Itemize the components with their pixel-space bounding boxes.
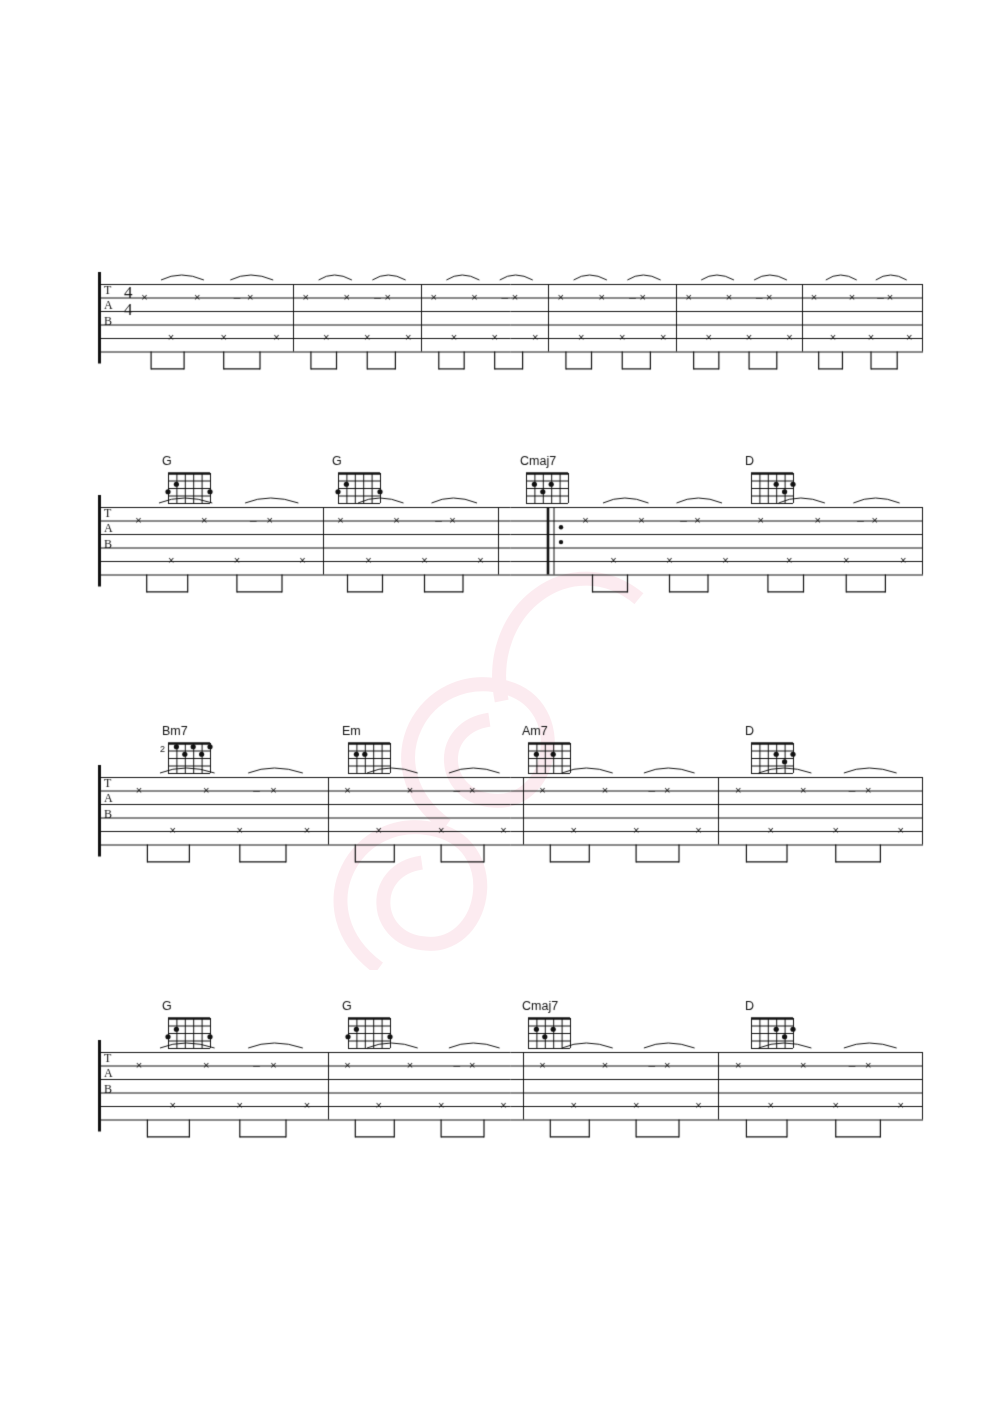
chord-diagram-cmaj7 [518, 455, 576, 526]
qr-code-wechat-id[interactable] [68, 4, 208, 144]
chord-diagram-g [330, 455, 388, 526]
chord-diagram-g [340, 1000, 398, 1071]
chord-diagram-g [160, 1000, 218, 1071]
staff-system-1 [78, 232, 923, 432]
chord-diagram-d [743, 455, 801, 526]
chord-diagram-cmaj7 [520, 1000, 578, 1071]
chord-diagram-d [743, 725, 801, 796]
chord-diagram-bm7 [160, 725, 218, 796]
chord-diagram-g [160, 455, 218, 526]
key-signature [84, 148, 92, 173]
staff-system-3 [78, 725, 923, 975]
chord-diagram-am7 [520, 725, 578, 796]
chord-diagram-d [743, 1000, 801, 1071]
staff-system-4 [78, 1000, 923, 1250]
qr-code-wechat-official[interactable] [793, 4, 933, 144]
staff-system-2 [78, 455, 923, 705]
chord-diagram-em [340, 725, 398, 796]
